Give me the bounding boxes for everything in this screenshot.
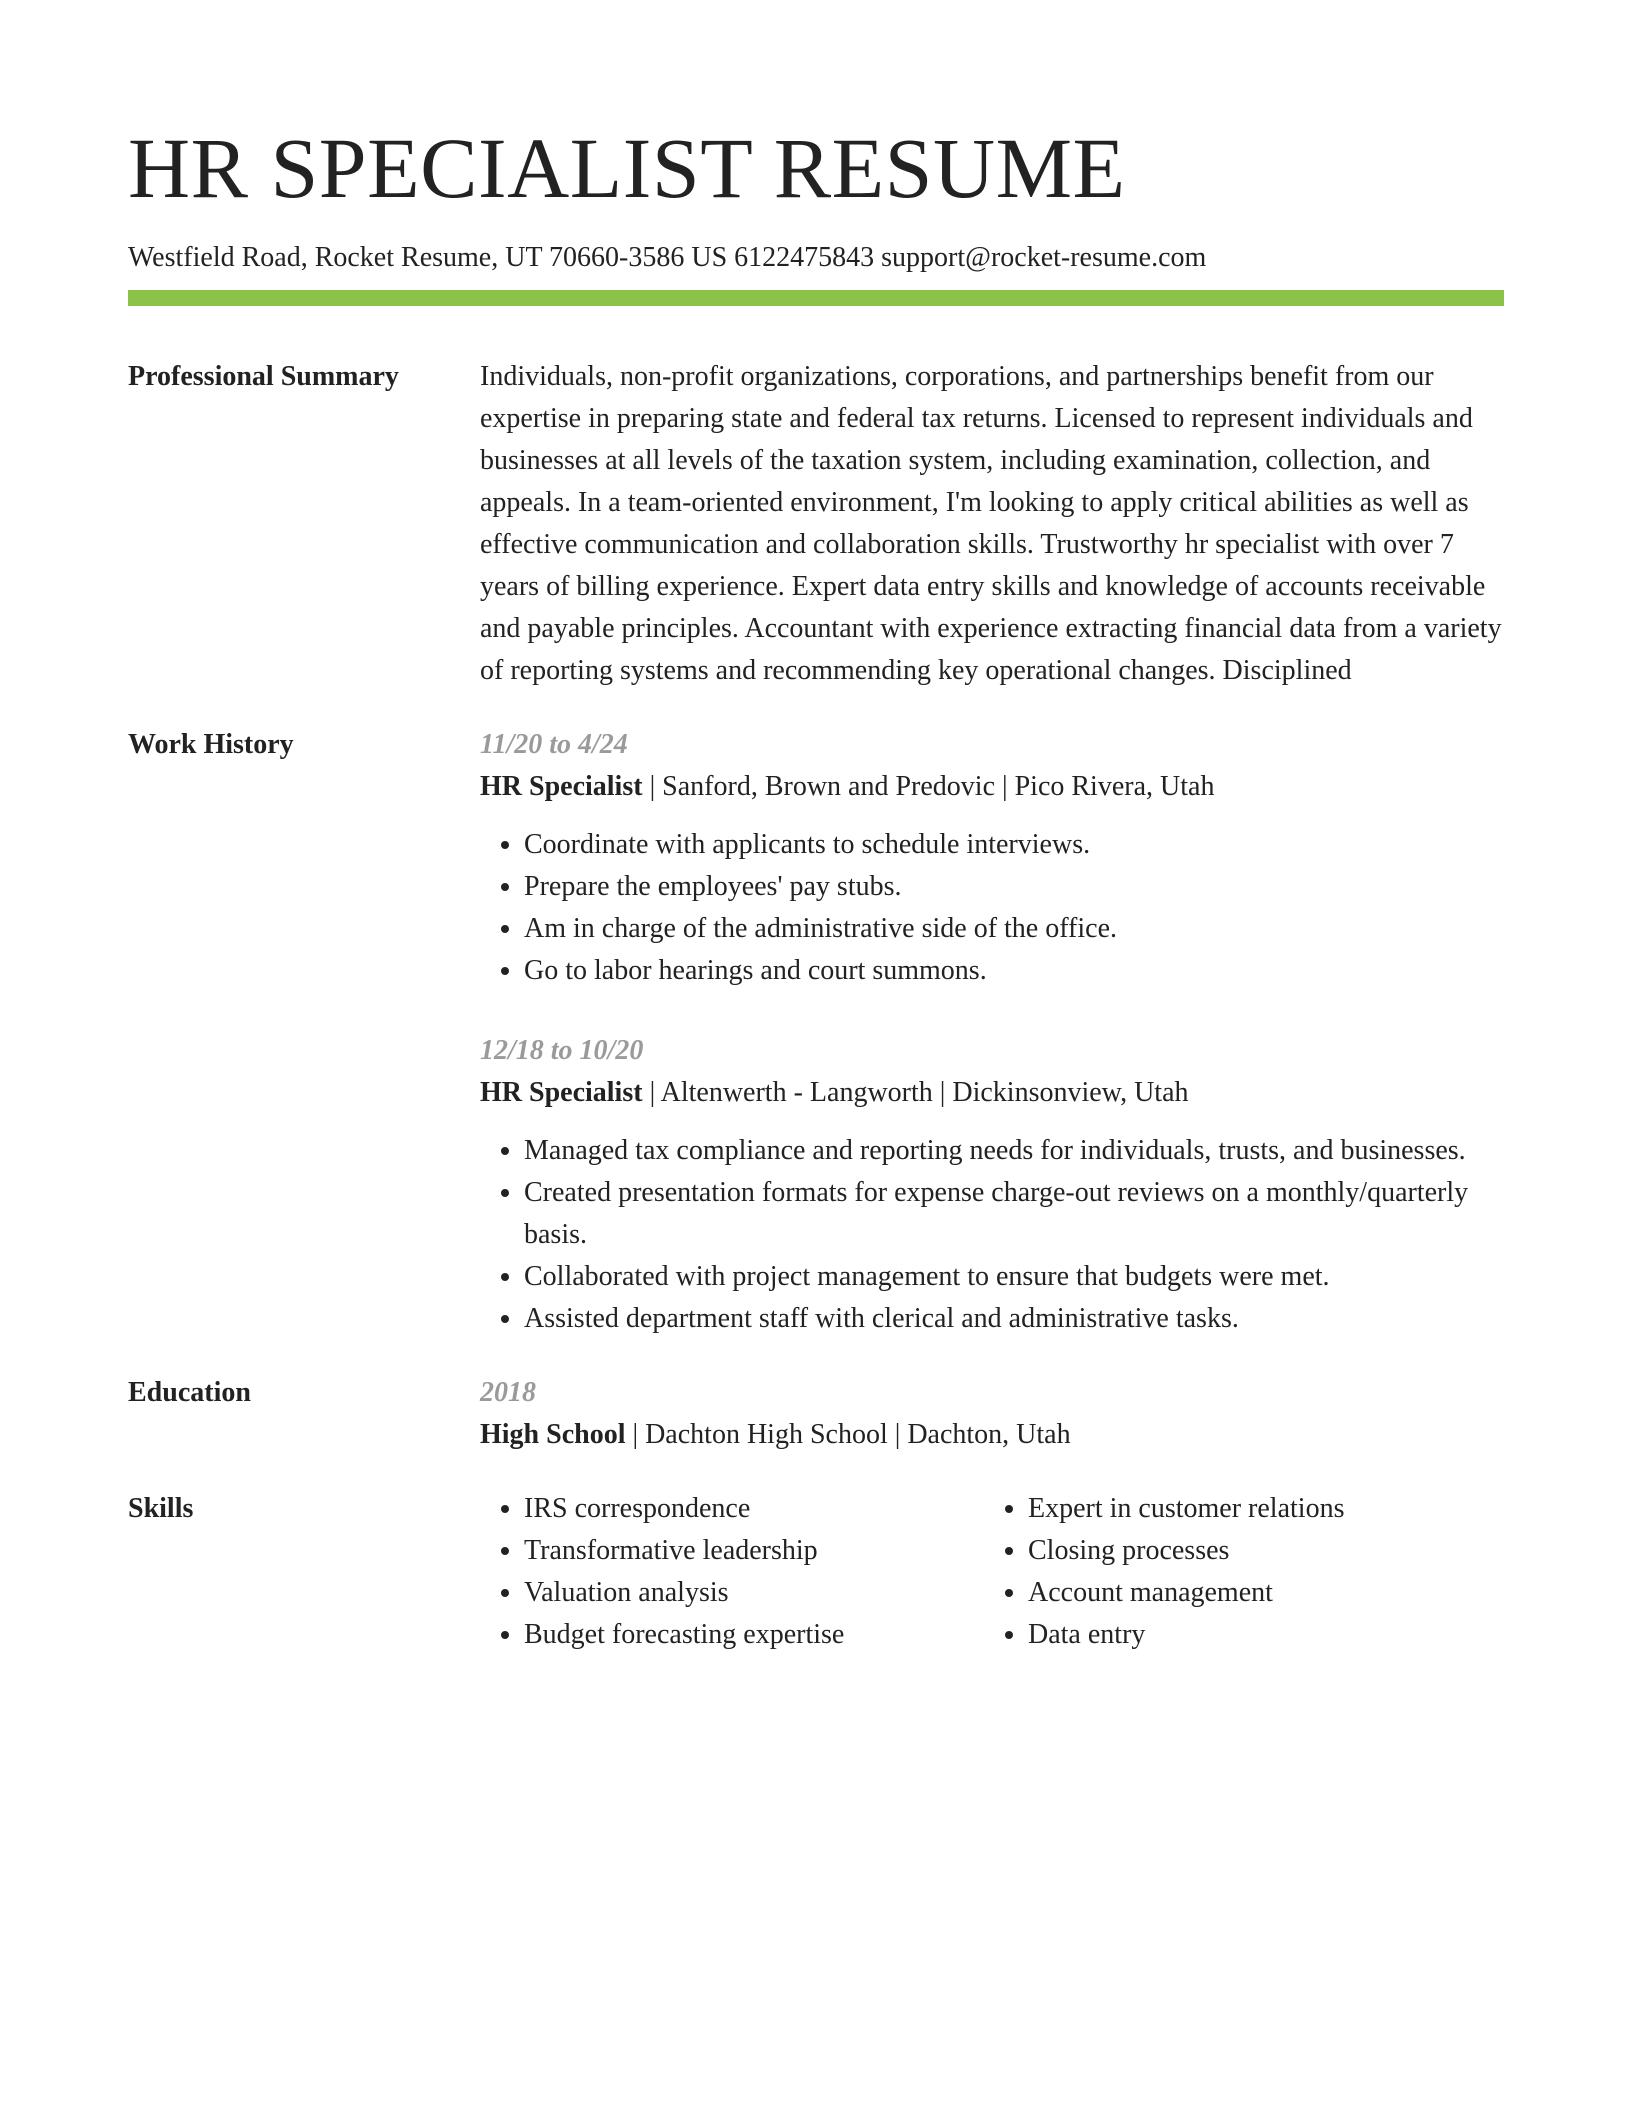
job-details: | Altenwerth - Langworth | Dickinsonview, Utah — [642, 1077, 1189, 1108]
job-title: HR Specialist — [480, 771, 643, 802]
skill-item: • Data entry — [1028, 1614, 1344, 1656]
skills-grid — [480, 1488, 1504, 1656]
job-details: | Sanford, Brown and Predovic | Pico Rivera, Utah — [642, 771, 1215, 802]
job-duty: • Am in charge of the administrative side of the office. — [524, 908, 1504, 950]
education-section — [128, 1372, 1504, 1456]
skills-content — [480, 1488, 1504, 1656]
summary-content — [480, 356, 1504, 692]
resume-page — [128, 0, 1504, 1656]
job-duty: • Prepare the employees' pay stubs. — [524, 866, 1504, 908]
summary-text: Individuals, non-profit organizations, corporations, and partnerships benefit from our expertise in preparing state and federal tax returns. Licensed to represent individuals and businesses at all levels of the taxation system, including examination, collection, and appeals. In a team-oriented environment, I'm looking to apply critical abilities as well as effective communication and collaboration skills. Trustworthy hr specialist with over 7 years of billing experience. Expert data entry skills and knowledge of accounts receivable and payable principles. Accountant with experience extracting financial data from a variety of reporting systems and recommending key operational changes. Disciplined — [480, 361, 1502, 686]
education-year: 2018 — [480, 1377, 536, 1408]
skill-item: • Account management — [1028, 1572, 1344, 1614]
resume-title: HR SPECIALIST RESUME — [128, 120, 1126, 216]
summary-section — [128, 356, 1504, 692]
work-history-section — [128, 724, 1504, 1340]
job-duty: • Managed tax compliance and reporting needs for individuals, trusts, and businesses. — [524, 1130, 1504, 1172]
job-role-line — [480, 766, 1504, 808]
job-dates: 11/20 to 4/24 — [480, 729, 628, 760]
job-title: HR Specialist — [480, 1077, 643, 1108]
skills-section — [128, 1488, 1504, 1656]
job-duty: • Assisted department staff with clerical and administrative tasks. — [524, 1298, 1504, 1340]
education-degree: High School — [480, 1419, 626, 1450]
job-dates: 12/18 to 10/20 — [480, 1035, 644, 1066]
skill-item: • Budget forecasting expertise — [524, 1614, 984, 1656]
skill-item: • IRS correspondence — [524, 1488, 984, 1530]
skill-item: • Valuation analysis — [524, 1572, 984, 1614]
work-history-heading: Work History — [128, 729, 294, 760]
job-duties — [480, 824, 1504, 992]
job-duty: • Coordinate with applicants to schedule interviews. — [524, 824, 1504, 866]
job-entry — [480, 724, 1504, 992]
skill-item: • Closing processes — [1028, 1530, 1344, 1572]
education-line — [480, 1414, 1504, 1456]
skills-heading: Skills — [128, 1493, 194, 1524]
education-heading: Education — [128, 1377, 251, 1408]
job-duty: • Go to labor hearings and court summons. — [524, 950, 1504, 992]
education-content — [480, 1372, 1504, 1456]
work-history-content — [480, 724, 1504, 1340]
contact-line: Westfield Road, Rocket Resume, UT 70660-3586 US 6122475843 support@rocket-resume.com — [128, 242, 1207, 273]
skills-list-right — [984, 1488, 1344, 1656]
job-entry — [480, 1030, 1504, 1340]
job-duties — [480, 1130, 1504, 1340]
education-details: | Dachton High School | Dachton, Utah — [625, 1419, 1071, 1450]
header-divider — [128, 290, 1504, 306]
skills-list-left — [480, 1488, 984, 1656]
summary-heading: Professional Summary — [128, 361, 399, 392]
skill-item: • Expert in customer relations — [1028, 1488, 1344, 1530]
job-duty: • Created presentation formats for expense charge-out reviews on a monthly/quarterly basis. — [524, 1172, 1504, 1256]
skill-item: • Transformative leadership — [524, 1530, 984, 1572]
job-duty: • Collaborated with project management to ensure that budgets were met. — [524, 1256, 1504, 1298]
job-role-line — [480, 1072, 1504, 1114]
